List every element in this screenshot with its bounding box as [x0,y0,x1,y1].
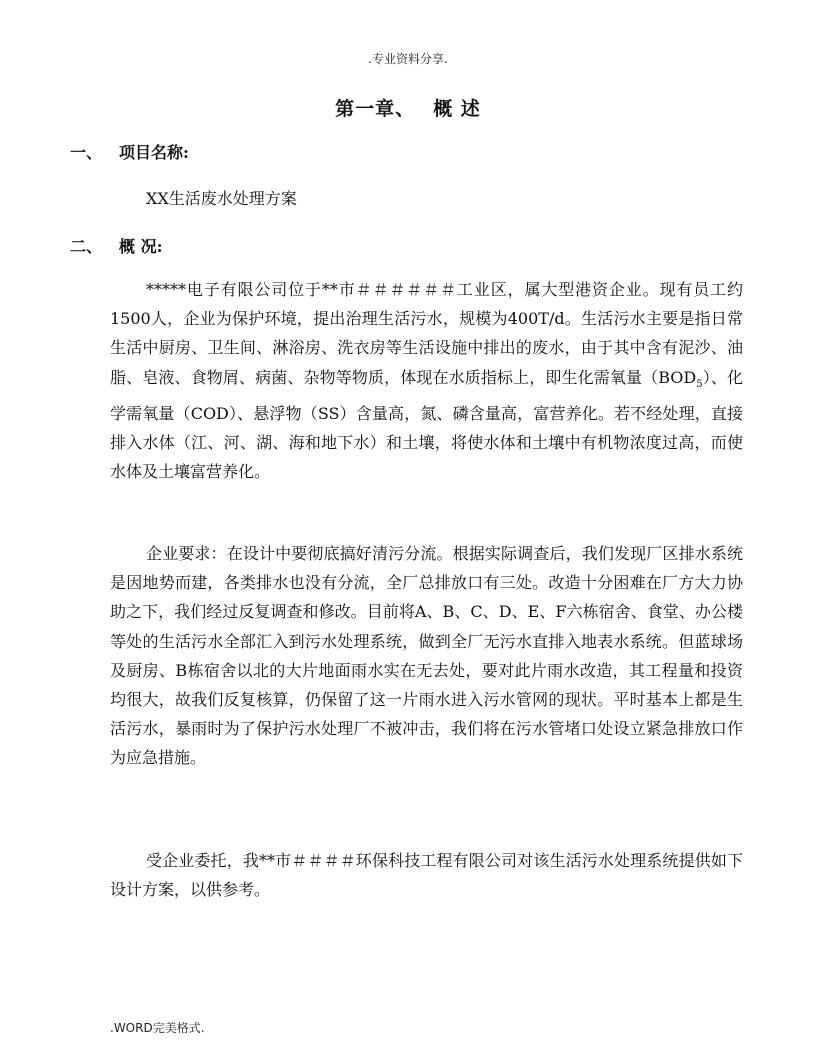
page-footer: .WORD完美格式. [110,1021,205,1035]
paragraph-text: *****电子有限公司位于**市＃＃＃＃＃＃工业区，属大型港资企业。现有员工约1500人，企业为保护环境，提出治理生活污水，规模为400T/d。生活污水主要是指日常生活中厨房、卫生间、淋浴房、洗衣房等生活设施中排出的废水，由于其中含有泥沙、油脂、皂液、食物屑、病菌、杂物等物质，体现在水质指标上，即生化需氧量（BOD [110,280,743,387]
page-header: .专业资料分享. [368,52,448,66]
paragraph-text: ）、化学需氧量（COD）、悬浮物（SS）含量高，氮、磷含量高，富营养化。若不经处理，直接排入水体（江、河、湖、海和地下水）和土壤，将使水体和土壤中有机物浓度过高，而使水体及土壤富营养化。 [110,367,743,482]
section-heading-overview [70,234,162,257]
chapter-topic: 概 述 [433,98,481,120]
project-name-text: XX生活废水处理方案 [146,189,297,208]
chapter-title [0,94,816,121]
paragraph-commission: 受企业委托，我**市＃＃＃＃环保科技工程有限公司对该生活污水处理系统提供如下设计方案，以供参考。 [110,851,743,900]
chapter-number: 第一章、 [335,98,416,120]
section-heading-project-name [70,140,189,163]
section-title: 概 况: [119,237,163,256]
section-number: 一、 [70,143,103,162]
paragraph-company-overview [110,275,743,487]
section-title: 项目名称: [119,143,189,162]
section-number: 二、 [70,237,103,256]
bod-subscript: 5 [696,378,703,390]
paragraph-requirements: 企业要求：在设计中要彻底搞好清污分流。根据实际调查后，我们发现厂区排水系统是因地势而建，各类排水也没有分流，全厂总排放口有三处。改造十分困难在厂方大力协助之下，我们经过反复调查和修改。目前将A、B、C、D、E、F六栋宿舍、食堂、办公楼等处的生活污水全部汇入到污水处理系统，做到全厂无污水直排入地表水系统。但蓝球场及厨房、B栋宿舍以北的大片地面雨水实在无去处，要对此片雨水改造，其工程量和投资均很大，故我们反复核算，仍保留了这一片雨水进入污水管网的现状。平时基本上都是生活污水，暴雨时为了保护污水处理厂不被冲击，我们将在污水管堵口处设立紧急排放口作为应急措施。 [110,544,743,768]
